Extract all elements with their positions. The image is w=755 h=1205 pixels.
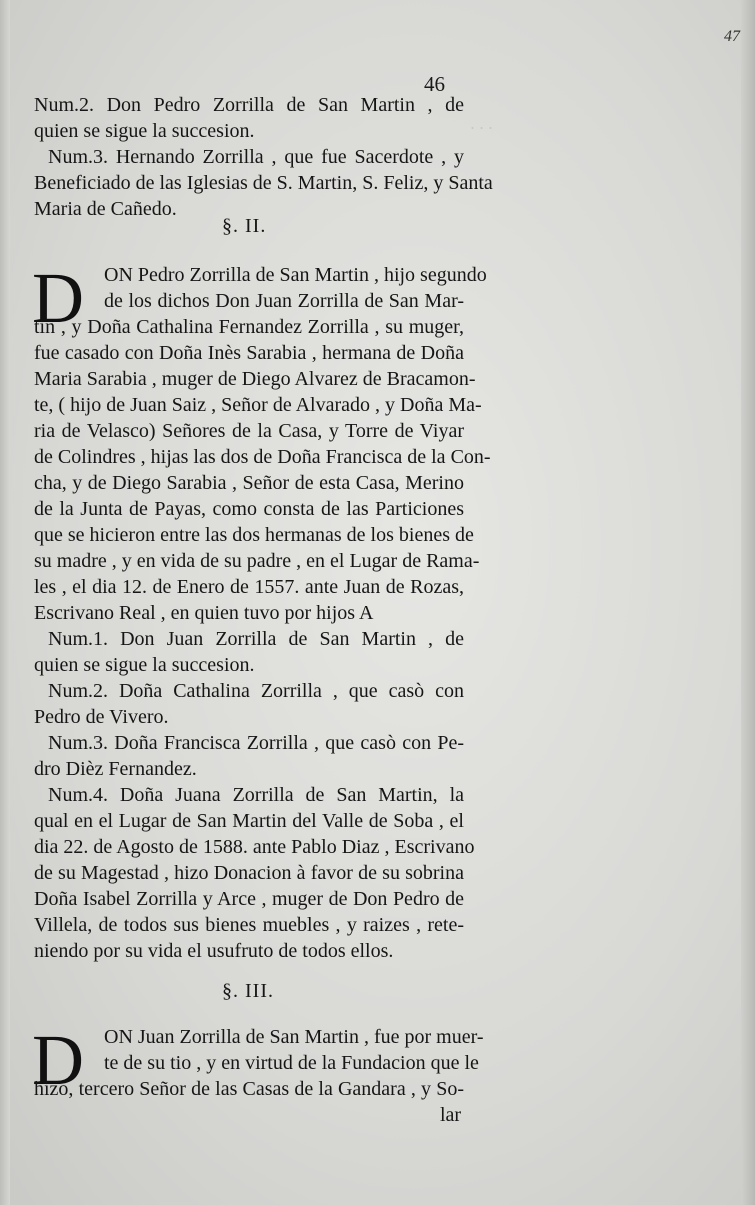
text-line: les , el dia 12. de Enero de 1557. ante Juan de Rozas, [34, 576, 464, 598]
text-line: Beneficiado de las Iglesias de S. Martin, S. Feliz, y Santa [34, 172, 493, 194]
page-left-edge [0, 0, 10, 1205]
text-line: te de su tio , y en virtud de la Fundacion que le [104, 1052, 479, 1074]
text-line: dro Dièz Fernandez. [34, 758, 197, 780]
text-line: quien se sigue la succesion. [34, 654, 255, 676]
text-line: ON Pedro Zorrilla de San Martin , hijo segundo [104, 264, 487, 286]
text-line: Num.4. Doña Juana Zorrilla de San Martin, la [48, 784, 464, 806]
text-line: Doña Isabel Zorrilla y Arce , muger de Don Pedro de [34, 888, 464, 910]
text-line: de su Magestad , hizo Donacion à favor de su sobrina [34, 862, 464, 884]
text-line: cha, y de Diego Sarabia , Señor de esta Casa, Merino [34, 472, 464, 494]
text-line: ria de Velasco) Señores de la Casa, y Torre de Viyar [34, 420, 464, 442]
text-line: te, ( hijo de Juan Saiz , Señor de Alvarado , y Doña Ma- [34, 394, 482, 416]
text-line: Maria de Cañedo. [34, 198, 177, 220]
corner-number: 47 [724, 28, 740, 45]
folio-number: 46 [424, 72, 445, 96]
text-line: ON Juan Zorrilla de San Martin , fue por muer- [104, 1026, 484, 1048]
text-line: dia 22. de Agosto de 1588. ante Pablo Diaz , Escrivano [34, 836, 475, 858]
text-line: Num.3. Hernando Zorrilla , que fue Sacerdote , y [48, 146, 464, 168]
catchword: lar [440, 1104, 462, 1126]
text-line: quien se sigue la succesion. [34, 120, 255, 142]
text-line: Num.2. Doña Cathalina Zorrilla , que casò con [48, 680, 464, 702]
text-line: tin , y Doña Cathalina Fernandez Zorrilla , su muger, [34, 316, 464, 338]
text-line: Escrivano Real , en quien tuvo por hijos A [34, 602, 374, 624]
section-heading-2: §. II. [222, 215, 267, 237]
drop-cap: D [32, 258, 84, 338]
page-right-edge [741, 0, 755, 1205]
text-line: Num.2. Don Pedro Zorrilla de San Martin , de [34, 94, 464, 116]
text-line: Num.3. Doña Francisca Zorrilla , que casò con Pe- [48, 732, 464, 754]
text-line: Pedro de Vivero. [34, 706, 169, 728]
bleed-through: · · · [470, 118, 493, 138]
text-line: de los dichos Don Juan Zorrilla de San Mar- [104, 290, 464, 312]
section-heading-3: §. III. [222, 980, 274, 1002]
text-line: Villela, de todos sus bienes muebles , y raizes , rete- [34, 914, 464, 936]
text-line: Num.1. Don Juan Zorrilla de San Martin , de [48, 628, 464, 650]
text-line: que se hicieron entre las dos hermanas de los bienes de [34, 524, 474, 546]
drop-cap: D [32, 1020, 84, 1100]
text-line: Maria Sarabia , muger de Diego Alvarez de Bracamon- [34, 368, 476, 390]
text-line: hizo, tercero Señor de las Casas de la Gandara , y So- [34, 1078, 464, 1100]
text-line: su madre , y en vida de su padre , en el Lugar de Rama- [34, 550, 480, 572]
text-line: de la Junta de Payas, como consta de las Particiones [34, 498, 464, 520]
text-line: de Colindres , hijas las dos de Doña Francisca de la Con- [34, 446, 491, 468]
text-line: qual en el Lugar de San Martin del Valle de Soba , el [34, 810, 464, 832]
text-line: fue casado con Doña Inès Sarabia , hermana de Doña [34, 342, 464, 364]
text-line: niendo por su vida el usufruto de todos ellos. [34, 940, 394, 962]
